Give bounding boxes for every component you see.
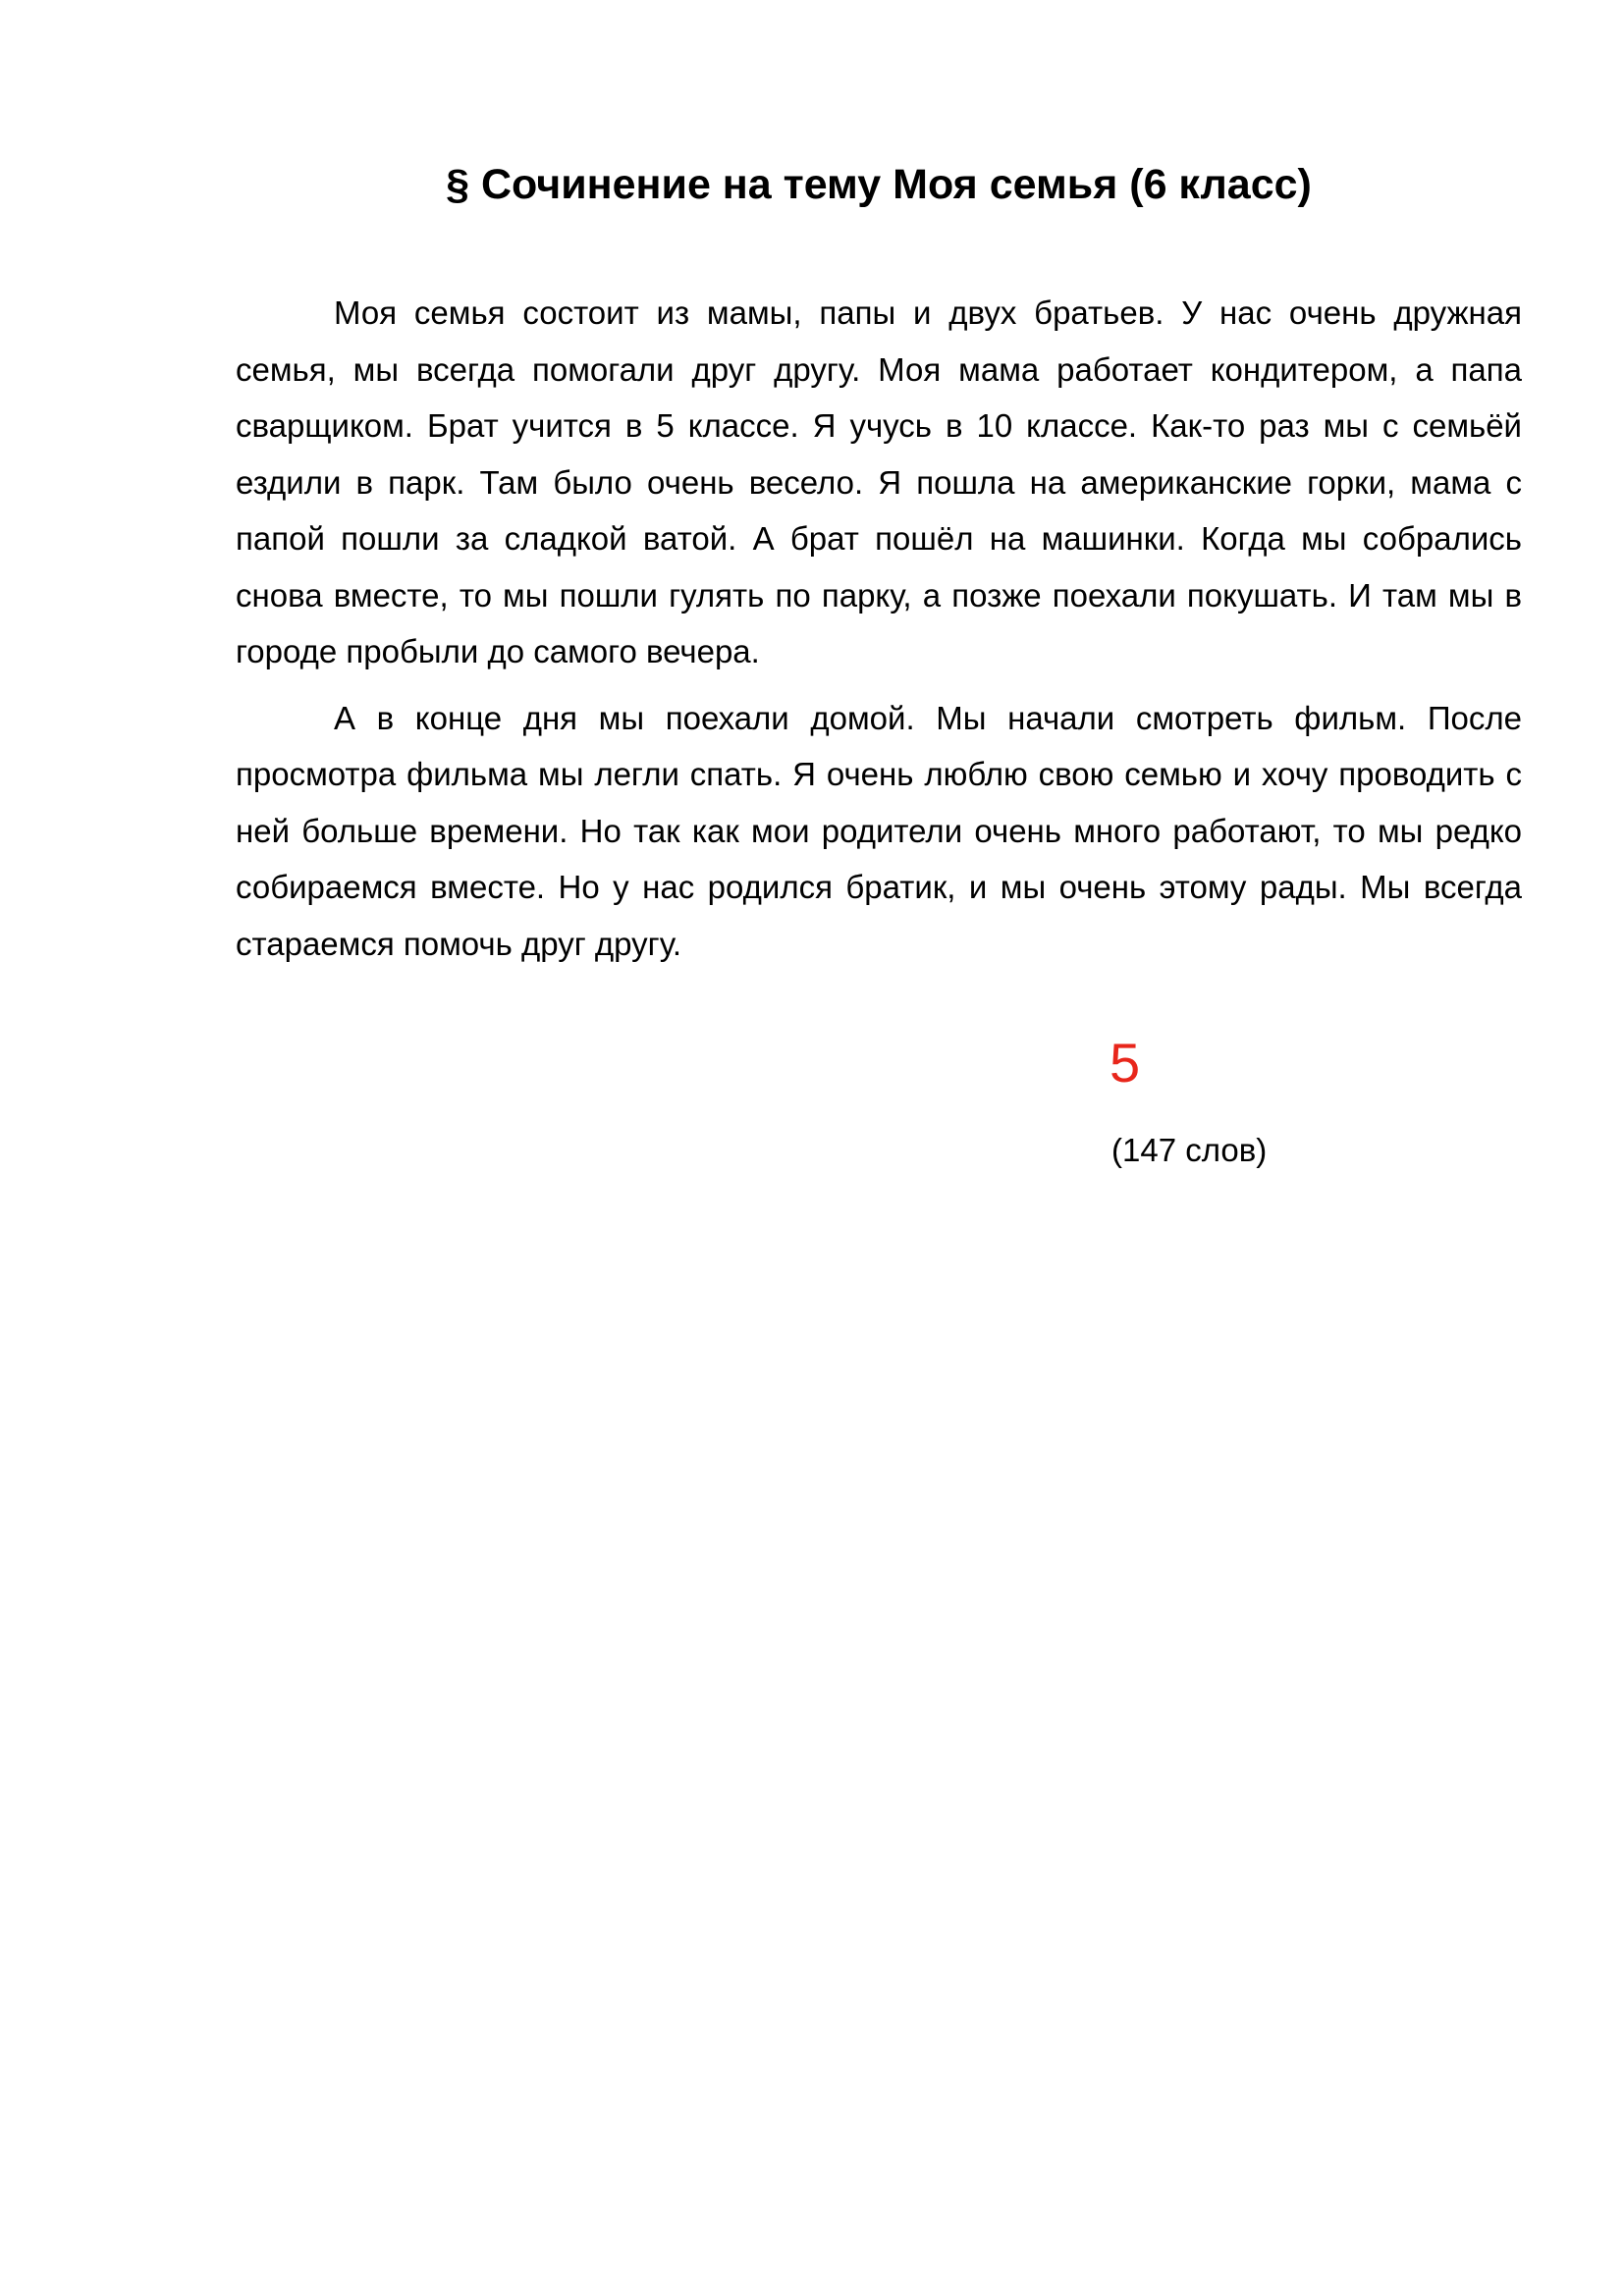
- word-count: (147 слов): [1111, 1132, 1268, 1168]
- essay-paragraph-2: А в конце дня мы поехали домой. Мы начали смотреть фильм. После просмотра фильма мы легли спать. Я очень люблю свою семью и хочу проводить с ней больше времени. Но так как мои родители очень много работают, то мы редко собираемся вместе. Но у нас родился братик, и мы очень этому рады. Мы всегда стараемся помочь друг другу.: [236, 699, 1522, 962]
- essay-title: § Сочинение на тему Моя семья (6 класс): [446, 161, 1312, 208]
- essay-body: [236, 285, 1522, 972]
- grade-mark: 5: [1110, 1032, 1141, 1094]
- essay-paragraph-1: Моя семья состоит из мамы, папы и двух братьев. У нас очень дружная семья, мы всегда помогали друг другу. Моя мама работает кондитером, а папа сварщиком. Брат учится в 5 классе. Я учусь в 10 классе. Как-то раз мы с семьёй ездили в парк. Там было очень весело. Я пошла на американские горки, мама с папой пошли за сладкой ватой. А брат пошёл на машинки. Когда мы собрались снова вместе, то мы пошли гулять по парку, а позже поехали покушать. И там мы в городе пробыли до самого вечера.: [236, 294, 1522, 669]
